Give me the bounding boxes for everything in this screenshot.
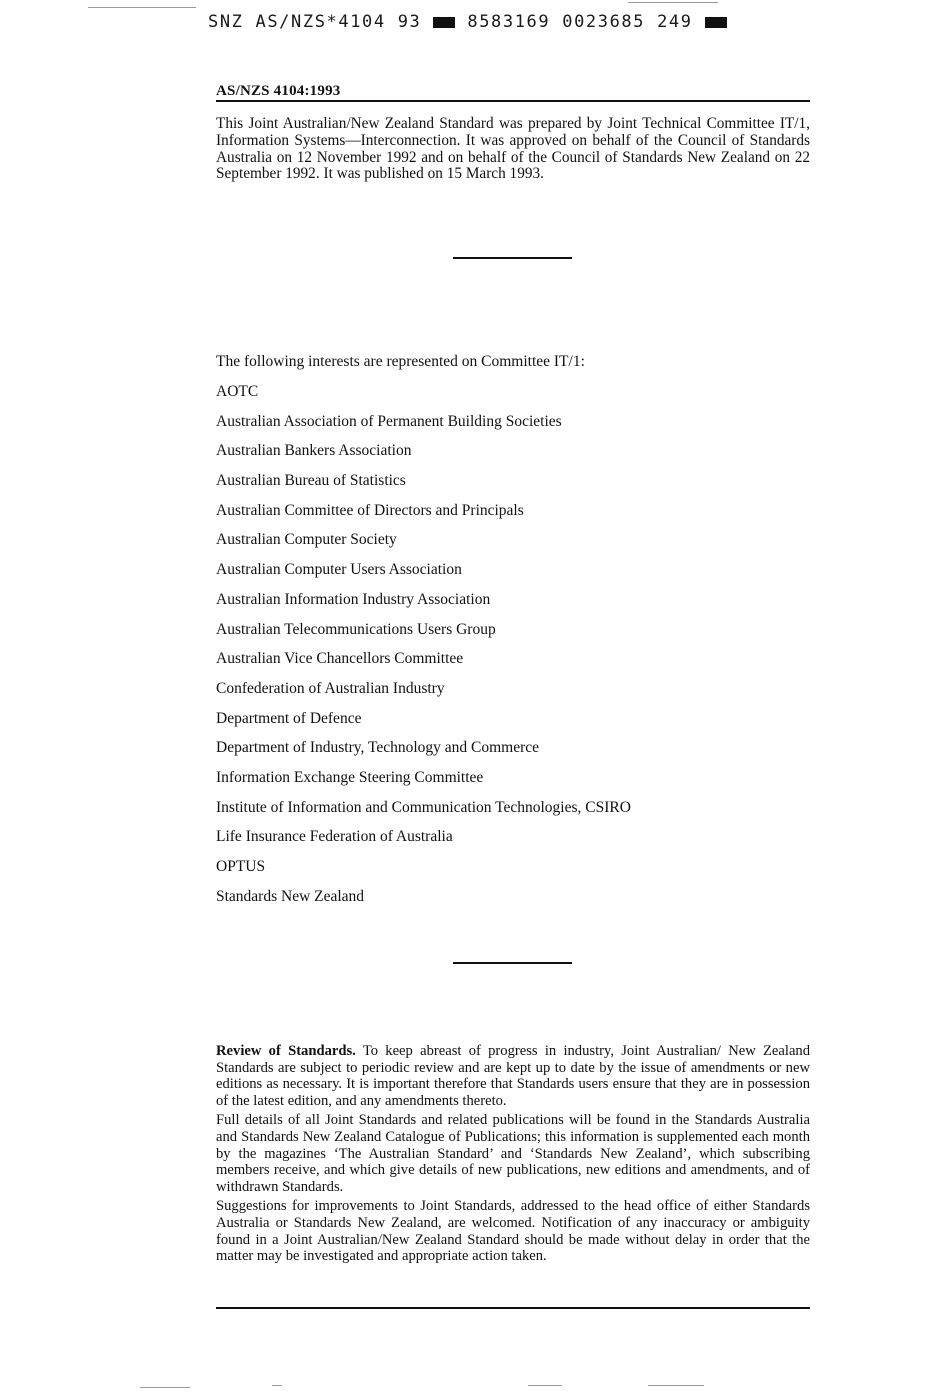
- code-number-1: 8583169: [467, 12, 551, 32]
- code-number-3: 249: [657, 12, 693, 32]
- list-item: Australian Bankers Association: [216, 442, 412, 460]
- scan-artifact-bottom-far-right: [648, 1385, 704, 1386]
- committee-intro: The following interests are represented on Committee IT/1:: [216, 353, 585, 370]
- list-item: Australian Computer Users Association: [216, 561, 462, 579]
- list-item: Information Exchange Steering Committee: [216, 768, 484, 786]
- review-heading: Review of Standards.: [216, 1043, 356, 1059]
- list-item: Australian Telecommunications Users Group: [216, 620, 496, 638]
- list-item: Australian Bureau of Statistics: [216, 472, 406, 490]
- title-rule: [216, 100, 810, 102]
- list-item: Australian Computer Society: [216, 531, 397, 549]
- list-item: Australian Association of Permanent Building Societies: [216, 412, 562, 430]
- scan-artifact-bottom-left: [140, 1387, 190, 1388]
- list-item: Department of Industry, Technology and Commerce: [216, 739, 540, 757]
- scan-artifact-top-left: [88, 7, 196, 8]
- list-item: Australian Committee of Directors and Principals: [216, 501, 524, 519]
- section-divider-1: [453, 257, 572, 259]
- review-paragraph-1: [216, 1043, 810, 1109]
- code-standard: AS/NZS*4104: [255, 12, 386, 32]
- scan-artifact-bottom-mid: [272, 1385, 282, 1386]
- barcode-block-end-icon: [705, 17, 727, 28]
- code-number-2: 0023685: [562, 12, 646, 32]
- list-item: Australian Vice Chancellors Committee: [216, 650, 464, 668]
- code-year: 93: [397, 12, 422, 32]
- review-of-standards-section: [216, 1043, 810, 1268]
- committee-members-list: [216, 383, 631, 917]
- list-item: Life Insurance Federation of Australia: [216, 828, 453, 846]
- document-identifier-code: [208, 12, 739, 32]
- list-item: AOTC: [216, 383, 259, 400]
- list-item: OPTUS: [216, 858, 266, 875]
- section-divider-2: [453, 962, 572, 964]
- code-prefix: SNZ: [208, 12, 244, 32]
- review-paragraph-2: Full details of all Joint Standards and related publications will be found in the Standards Australia and Standards New Zealand Catalogue of Publications; this information is supplemented each month by the magazines ‘The Australian Standard’ and ‘Standards New Zealand’, which subscribing members receive, and which give details of new publications, new editions and amendments, and of withdrawn Standards.: [216, 1112, 810, 1195]
- list-item: Confederation of Australian Industry: [216, 679, 445, 697]
- list-item: Australian Information Industry Association: [216, 590, 491, 608]
- list-item: Institute of Information and Communication Technologies, CSIRO: [216, 798, 631, 816]
- preparation-note: This Joint Australian/New Zealand Standard was prepared by Joint Technical Committee IT/1, Information Systems—Interconnection. It was approved on behalf of the Council of Standards Australia on 12 November 1992 and on behalf of the Council of Standards New Zealand on 22 September 1992. It was published on 15 March 1993.: [216, 115, 810, 183]
- review-text-1: To keep abreast of progress in industry, Joint Australian/ New Zealand Standards are subject to periodic review and are kept up to date by the issue of amendments or new editions as necessary. It is important therefore that Standards users ensure that they are in possession of the latest edition, and any amendments thereto.: [216, 1043, 811, 1109]
- barcode-block-icon: [433, 17, 455, 28]
- scan-artifact-top-right: [628, 2, 718, 3]
- standard-designation: AS/NZS 4104:1993: [216, 83, 341, 99]
- list-item: Department of Defence: [216, 709, 362, 727]
- list-item: Standards New Zealand: [216, 887, 365, 905]
- footer-rule: [216, 1307, 810, 1309]
- review-paragraph-3: Suggestions for improvements to Joint Standards, addressed to the head office of either Standards Australia or Standards New Zealand, are welcomed. Notification of any inaccuracy or ambiguity found in a Joint Australian/New Zealand Standard should be made without delay in order that the matter may be investigated and appropriate action taken.: [216, 1198, 810, 1265]
- scan-artifact-bottom-right: [528, 1385, 562, 1386]
